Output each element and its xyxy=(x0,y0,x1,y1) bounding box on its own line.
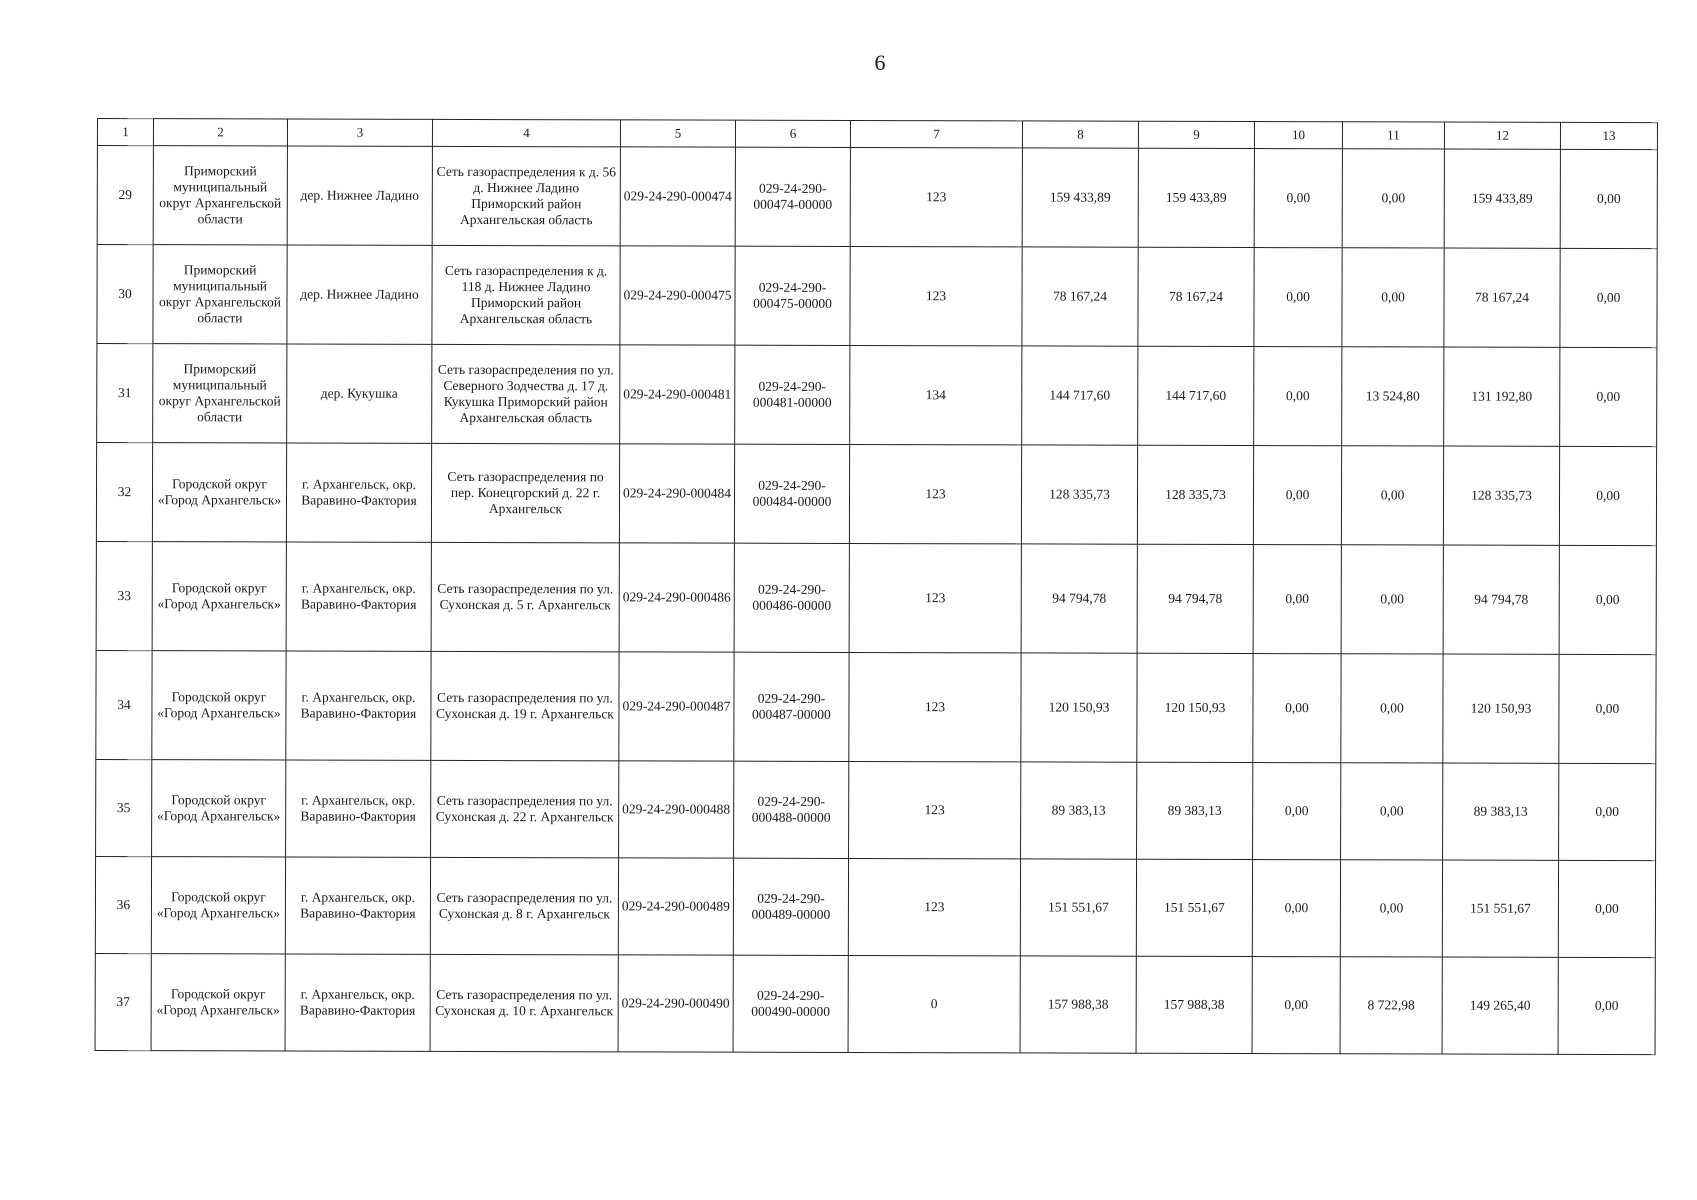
cell-col7: 123 xyxy=(849,761,1021,858)
cell-full-code: 029-24-290-000488-00000 xyxy=(734,761,849,858)
cell-col11: 0,00 xyxy=(1342,248,1444,347)
cell-col11: 0,00 xyxy=(1341,446,1443,545)
table-row xyxy=(95,856,1655,957)
cell-col7: 134 xyxy=(850,345,1022,444)
cell-row-number: 29 xyxy=(97,146,153,245)
cell-code: 029-24-290-000488 xyxy=(619,761,734,858)
cell-full-code: 029-24-290-000490-00000 xyxy=(733,955,848,1052)
cell-col13: 0,00 xyxy=(1559,446,1656,545)
cell-col13: 0,00 xyxy=(1560,347,1657,446)
cell-col12: 149 265,40 xyxy=(1442,957,1558,1054)
cell-col9: 157 988,38 xyxy=(1136,956,1252,1053)
header-row xyxy=(97,119,1657,150)
cell-col13: 0,00 xyxy=(1558,860,1655,957)
cell-row-number: 33 xyxy=(96,541,152,650)
cell-col13: 0,00 xyxy=(1559,654,1656,763)
cell-object-name: Сеть газораспределения по ул. Сухонская д. 5 г. Архангельск xyxy=(431,542,619,651)
cell-row-number: 34 xyxy=(96,650,152,759)
cell-col8: 78 167,24 xyxy=(1022,247,1138,346)
cell-locality: г. Архангельск, окр. Варавино-Фактория xyxy=(286,542,431,651)
cell-locality: дер. Нижнее Ладино xyxy=(287,146,432,245)
cell-object-name: Сеть газораспределения по ул. Сухонская д. 8 г. Архангельск xyxy=(430,857,618,954)
cell-col9: 144 717,60 xyxy=(1138,346,1254,445)
column-header: 7 xyxy=(850,120,1022,147)
cell-col13: 0,00 xyxy=(1560,248,1657,347)
cell-municipality: Приморский муниципальный округ Архангельской области xyxy=(153,344,287,443)
cell-full-code: 029-24-290-000489-00000 xyxy=(733,858,848,955)
cell-col8: 89 383,13 xyxy=(1021,762,1137,859)
table-row xyxy=(95,953,1655,1054)
column-header: 5 xyxy=(620,120,735,147)
document-sheet xyxy=(95,118,1657,1055)
cell-col11: 0,00 xyxy=(1340,860,1442,957)
cell-code: 029-24-290-000484 xyxy=(619,444,734,543)
cell-locality: г. Архангельск, окр. Варавино-Фактория xyxy=(285,857,430,954)
property-table xyxy=(95,118,1658,1055)
cell-col9: 94 794,78 xyxy=(1137,544,1253,653)
cell-col8: 94 794,78 xyxy=(1021,544,1137,653)
column-header: 11 xyxy=(1342,122,1444,149)
table-row xyxy=(96,443,1656,546)
cell-col7: 123 xyxy=(849,444,1021,543)
cell-locality: дер. Кукушка xyxy=(287,344,432,443)
cell-col10: 0,00 xyxy=(1252,860,1340,957)
cell-col12: 89 383,13 xyxy=(1443,763,1559,860)
cell-full-code: 029-24-290-000486-00000 xyxy=(734,543,849,652)
cell-col12: 151 551,67 xyxy=(1442,860,1558,957)
cell-code: 029-24-290-000490 xyxy=(618,955,733,1052)
cell-code: 029-24-290-000481 xyxy=(620,345,735,444)
cell-row-number: 31 xyxy=(97,344,153,443)
cell-row-number: 35 xyxy=(96,759,152,856)
column-header: 10 xyxy=(1254,122,1342,149)
cell-col7: 123 xyxy=(849,543,1021,652)
cell-locality: дер. Нижнее Ладино xyxy=(287,245,432,344)
cell-object-name: Сеть газораспределения по пер. Конецгорский д. 22 г. Архангельск xyxy=(431,443,619,542)
cell-col9: 89 383,13 xyxy=(1137,762,1253,859)
cell-object-name: Сеть газораспределения к д. 56 д. Нижнее Ладино Приморский район Архангельская область xyxy=(432,146,620,245)
cell-municipality: Городской округ «Город Архангельск» xyxy=(151,857,285,954)
cell-col11: 13 524,80 xyxy=(1342,347,1444,446)
table-row xyxy=(97,245,1657,348)
cell-object-name: Сеть газораспределения по ул. Северного Зодчества д. 17 д. Кукушка Приморский район Архангельская область xyxy=(432,344,620,443)
column-header: 8 xyxy=(1022,121,1138,148)
cell-object-name: Сеть газораспределения по ул. Сухонская д. 22 г. Архангельск xyxy=(431,760,619,857)
table-row xyxy=(97,146,1657,249)
cell-row-number: 32 xyxy=(96,443,152,542)
column-header: 2 xyxy=(153,119,287,146)
cell-code: 029-24-290-000475 xyxy=(620,246,735,345)
cell-col11: 0,00 xyxy=(1342,149,1444,248)
cell-col7: 123 xyxy=(850,147,1022,246)
cell-col13: 0,00 xyxy=(1558,957,1655,1054)
cell-col10: 0,00 xyxy=(1254,347,1342,446)
cell-col10: 0,00 xyxy=(1253,545,1341,654)
cell-col9: 128 335,73 xyxy=(1137,445,1253,544)
cell-col12: 78 167,24 xyxy=(1444,248,1560,347)
page-number: 6 xyxy=(874,50,886,75)
cell-col10: 0,00 xyxy=(1253,446,1341,545)
cell-code: 029-24-290-000487 xyxy=(619,652,734,761)
cell-col10: 0,00 xyxy=(1253,763,1341,860)
cell-code: 029-24-290-000489 xyxy=(618,858,733,955)
cell-col8: 151 551,67 xyxy=(1020,859,1136,956)
cell-col9: 159 433,89 xyxy=(1138,148,1254,247)
cell-col8: 120 150,93 xyxy=(1021,653,1137,762)
cell-col13: 0,00 xyxy=(1559,763,1656,860)
cell-col12: 159 433,89 xyxy=(1444,149,1560,248)
cell-col12: 94 794,78 xyxy=(1443,545,1559,654)
cell-col11: 0,00 xyxy=(1341,763,1443,860)
cell-col11: 8 722,98 xyxy=(1340,957,1442,1054)
cell-code: 029-24-290-000474 xyxy=(620,147,735,246)
cell-col8: 128 335,73 xyxy=(1021,445,1137,544)
cell-full-code: 029-24-290-000474-00000 xyxy=(735,147,850,246)
cell-municipality: Приморский муниципальный округ Архангельской области xyxy=(153,245,287,344)
cell-locality: г. Архангельск, окр. Варавино-Фактория xyxy=(286,651,431,760)
table-row xyxy=(96,541,1656,654)
cell-locality: г. Архангельск, окр. Варавино-Фактория xyxy=(286,443,431,542)
cell-col12: 131 192,80 xyxy=(1444,347,1560,446)
cell-row-number: 36 xyxy=(95,856,151,953)
column-header: 1 xyxy=(97,119,153,146)
cell-locality: г. Архангельск, окр. Варавино-Фактория xyxy=(286,760,431,857)
cell-municipality: Городской округ «Город Архангельск» xyxy=(152,651,286,760)
cell-col9: 120 150,93 xyxy=(1137,653,1253,762)
cell-col12: 120 150,93 xyxy=(1443,654,1559,763)
column-header: 13 xyxy=(1560,122,1657,149)
column-header: 6 xyxy=(735,120,850,147)
cell-col9: 151 551,67 xyxy=(1136,859,1252,956)
column-header: 4 xyxy=(432,119,620,146)
cell-municipality: Городской округ «Город Архангельск» xyxy=(152,542,286,651)
table-row xyxy=(97,344,1657,447)
cell-col7: 0 xyxy=(848,955,1020,1052)
cell-col12: 128 335,73 xyxy=(1443,446,1559,545)
cell-col13: 0,00 xyxy=(1559,545,1656,654)
cell-col13: 0,00 xyxy=(1560,149,1657,248)
cell-row-number: 37 xyxy=(95,953,151,1050)
cell-col8: 159 433,89 xyxy=(1022,148,1138,247)
cell-full-code: 029-24-290-000481-00000 xyxy=(735,345,850,444)
cell-full-code: 029-24-290-000475-00000 xyxy=(735,246,850,345)
cell-col9: 78 167,24 xyxy=(1138,247,1254,346)
cell-col10: 0,00 xyxy=(1254,149,1342,248)
cell-col10: 0,00 xyxy=(1254,248,1342,347)
cell-full-code: 029-24-290-000484-00000 xyxy=(734,444,849,543)
column-header: 9 xyxy=(1138,121,1254,148)
cell-col11: 0,00 xyxy=(1341,654,1443,763)
cell-col7: 123 xyxy=(849,652,1021,761)
cell-full-code: 029-24-290-000487-00000 xyxy=(734,652,849,761)
cell-col8: 144 717,60 xyxy=(1022,346,1138,445)
column-header: 12 xyxy=(1444,122,1560,149)
cell-col10: 0,00 xyxy=(1252,957,1340,1054)
cell-object-name: Сеть газораспределения к д. 118 д. Нижнее Ладино Приморский район Архангельская область xyxy=(432,245,620,344)
cell-col11: 0,00 xyxy=(1341,545,1443,654)
cell-municipality: Городской округ «Город Архангельск» xyxy=(152,760,286,857)
cell-object-name: Сеть газораспределения по ул. Сухонская д. 19 г. Архангельск xyxy=(431,651,619,760)
cell-col7: 123 xyxy=(848,858,1020,955)
cell-col10: 0,00 xyxy=(1253,654,1341,763)
cell-col8: 157 988,38 xyxy=(1020,956,1136,1053)
cell-object-name: Сеть газораспределения по ул. Сухонская д. 10 г. Архангельск xyxy=(430,954,618,1051)
cell-code: 029-24-290-000486 xyxy=(619,543,734,652)
cell-locality: г. Архангельск, окр. Варавино-Фактория xyxy=(285,954,430,1051)
cell-municipality: Городской округ «Город Архангельск» xyxy=(152,443,286,542)
column-header: 3 xyxy=(287,119,432,146)
table-row xyxy=(96,759,1656,860)
table-row xyxy=(96,650,1656,763)
cell-row-number: 30 xyxy=(97,245,153,344)
cell-col7: 123 xyxy=(850,246,1022,345)
cell-municipality: Городской округ «Город Архангельск» xyxy=(151,954,285,1051)
cell-municipality: Приморский муниципальный округ Архангельской области xyxy=(153,146,287,245)
